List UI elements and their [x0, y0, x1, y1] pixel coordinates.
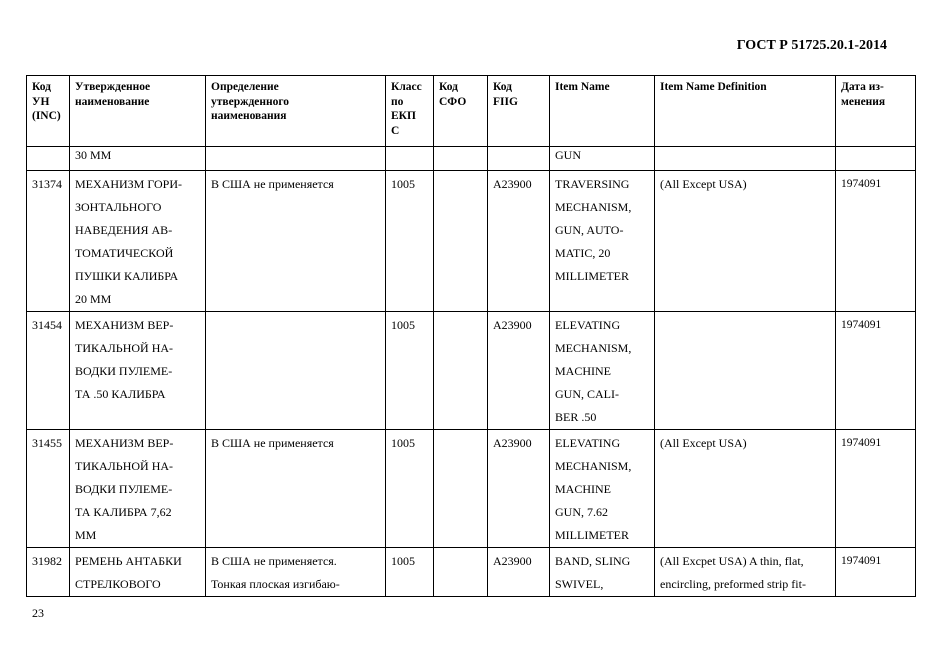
date-cell: [836, 171, 916, 312]
cell-line: MACHINE: [555, 482, 611, 496]
inc-header: [27, 76, 70, 147]
cell-line: ТА КАЛИБРА 7,62: [75, 505, 172, 519]
cell-line: ELEVATING: [555, 436, 621, 450]
sfo-cell: [434, 548, 488, 597]
item-name-cell: [550, 430, 655, 548]
cell-line: 31982: [32, 554, 62, 568]
cell-line: 31454: [32, 318, 62, 332]
header-line: С: [391, 124, 400, 137]
cell-line: GUN, 7.62: [555, 505, 608, 519]
header-line: утвержденного: [211, 95, 290, 108]
sfo-cell: [434, 312, 488, 430]
definition-header: [206, 76, 386, 147]
cell-line: MATIC, 20: [555, 246, 611, 260]
header-line: СФО: [439, 95, 467, 108]
class-cell: [386, 312, 434, 430]
cell-line: MACHINE: [555, 364, 611, 378]
fiig-cell: [488, 147, 550, 171]
cell-line: MECHANISM,: [555, 341, 632, 355]
header-line: FIIG: [493, 95, 518, 108]
sfo-cell: [434, 147, 488, 171]
inc-cell: [27, 430, 70, 548]
cell-line: ELEVATING: [555, 318, 621, 332]
cell-line: A23900: [493, 177, 532, 191]
fiig-cell: [488, 171, 550, 312]
header-line: наименования: [211, 110, 287, 122]
cell-line: В США не применяется: [211, 177, 334, 191]
cell-line: ВОДКИ ПУЛЕМЕ-: [75, 482, 173, 496]
cell-line: В США не применяется: [211, 436, 334, 450]
cell-line: 1974091: [841, 178, 882, 190]
table-row: [27, 147, 916, 171]
date-cell: [836, 548, 916, 597]
header-line: менения: [841, 95, 886, 108]
cell-line: В США не применяется.: [211, 554, 337, 568]
cell-line: ТА .50 КАЛИБРА: [75, 387, 166, 401]
name-cell: [70, 430, 206, 548]
cell-line: 20 ММ: [75, 292, 112, 306]
cell-line: 1974091: [841, 319, 882, 331]
cell-line: Тонкая плоская изгибаю-: [211, 577, 340, 591]
header-line: Item Name Definition: [660, 81, 767, 93]
header-line: Дата из-: [841, 81, 884, 93]
cell-line: ПУШКИ КАЛИБРА: [75, 269, 179, 283]
cell-line: РЕМЕНЬ АНТАБКИ: [75, 554, 182, 568]
header-line: Класс: [391, 81, 422, 93]
cell-line: (All Except USA): [660, 436, 747, 450]
class-cell: [386, 171, 434, 312]
document-header: ГОСТ Р 51725.20.1-2014: [736, 38, 887, 53]
name-cell: [70, 312, 206, 430]
sfo-header: [434, 76, 488, 147]
item-name-cell: [550, 147, 655, 171]
item-name-cell: [550, 171, 655, 312]
name-cell: [70, 548, 206, 597]
cell-line: МЕХАНИЗМ ВЕР-: [75, 318, 174, 332]
cell-line: ММ: [75, 528, 97, 542]
header-line: Код: [32, 81, 52, 93]
cell-line: GUN, CALI-: [555, 387, 619, 401]
cell-line: НАВЕДЕНИЯ АВ-: [75, 223, 173, 237]
cell-line: 1005: [391, 554, 415, 568]
cell-line: 1005: [391, 177, 415, 191]
cell-line: ВОДКИ ПУЛЕМЕ-: [75, 364, 173, 378]
header-row: [27, 76, 916, 147]
header-line: ЕКП: [391, 110, 416, 122]
header-line: (INC): [32, 110, 61, 122]
item-name-cell: [550, 548, 655, 597]
definition-cell: [206, 430, 386, 548]
item-name-header: [550, 76, 655, 147]
table-body: [27, 147, 916, 597]
cell-line: 1005: [391, 436, 415, 450]
fiig-cell: [488, 548, 550, 597]
cell-line: TRAVERSING: [555, 177, 630, 191]
cell-line: 1974091: [841, 555, 882, 567]
class-header: [386, 76, 434, 147]
cell-line: MILLIMETER: [555, 528, 629, 542]
class-cell: [386, 548, 434, 597]
cell-line: 1974091: [841, 437, 882, 449]
date-cell: [836, 147, 916, 171]
table-row: [27, 548, 916, 597]
date-cell: [836, 430, 916, 548]
definition-cell: [206, 147, 386, 171]
cell-line: MECHANISM,: [555, 459, 632, 473]
sfo-cell: [434, 430, 488, 548]
table-row: [27, 312, 916, 430]
date-cell: [836, 312, 916, 430]
cell-line: MILLIMETER: [555, 269, 629, 283]
cell-line: 1005: [391, 318, 415, 332]
cell-line: A23900: [493, 318, 532, 332]
inc-cell: [27, 312, 70, 430]
table-row: [27, 171, 916, 312]
cell-line: ТОМАТИЧЕСКОЙ: [75, 246, 174, 260]
cell-line: BER .50: [555, 410, 597, 424]
date-header: [836, 76, 916, 147]
definition-cell: [206, 312, 386, 430]
item-name-cell: [550, 312, 655, 430]
table-row: [27, 430, 916, 548]
page-number: 23: [32, 606, 44, 620]
cell-line: 31455: [32, 436, 62, 450]
cell-line: 31374: [32, 177, 62, 191]
specification-table: [26, 75, 916, 597]
cell-line: GUN: [555, 148, 581, 162]
inc-cell: [27, 548, 70, 597]
cell-line: (All Excpet USA) A thin, flat,: [660, 554, 804, 568]
fiig-cell: [488, 430, 550, 548]
name-header: [70, 76, 206, 147]
fiig-cell: [488, 312, 550, 430]
cell-line: BAND, SLING: [555, 554, 631, 568]
header-line: Код: [439, 81, 459, 93]
name-cell: [70, 171, 206, 312]
cell-line: A23900: [493, 554, 532, 568]
item-definition-cell: [655, 548, 836, 597]
cell-line: 30 ММ: [75, 148, 112, 162]
inc-cell: [27, 147, 70, 171]
header-line: Item Name: [555, 81, 610, 93]
cell-line: GUN, AUTO-: [555, 223, 624, 237]
cell-line: МЕХАНИЗМ ГОРИ-: [75, 177, 182, 191]
header-line: Код: [493, 81, 513, 93]
header-line: по: [391, 95, 404, 108]
cell-line: MECHANISM,: [555, 200, 632, 214]
item-definition-cell: [655, 171, 836, 312]
definition-cell: [206, 171, 386, 312]
header-line: Утвержденное: [75, 81, 151, 93]
cell-line: ЗОНТАЛЬНОГО: [75, 200, 162, 214]
header-line: Определение: [211, 81, 279, 93]
sfo-cell: [434, 171, 488, 312]
cell-line: МЕХАНИЗМ ВЕР-: [75, 436, 174, 450]
item-definition-cell: [655, 312, 836, 430]
header-line: наименование: [75, 95, 150, 108]
cell-line: (All Except USA): [660, 177, 747, 191]
cell-line: SWIVEL,: [555, 577, 604, 591]
definition-cell: [206, 548, 386, 597]
fiig-header: [488, 76, 550, 147]
item-definition-cell: [655, 430, 836, 548]
header-line: УН: [32, 95, 50, 108]
name-cell: [70, 147, 206, 171]
cell-line: encircling, preformed strip fit-: [660, 577, 806, 591]
cell-line: ТИКАЛЬНОЙ НА-: [75, 341, 174, 355]
class-cell: [386, 147, 434, 171]
cell-line: ТИКАЛЬНОЙ НА-: [75, 459, 174, 473]
item-definition-cell: [655, 147, 836, 171]
cell-line: A23900: [493, 436, 532, 450]
class-cell: [386, 430, 434, 548]
inc-cell: [27, 171, 70, 312]
cell-line: СТРЕЛКОВОГО: [75, 577, 161, 591]
item-definition-header: [655, 76, 836, 147]
